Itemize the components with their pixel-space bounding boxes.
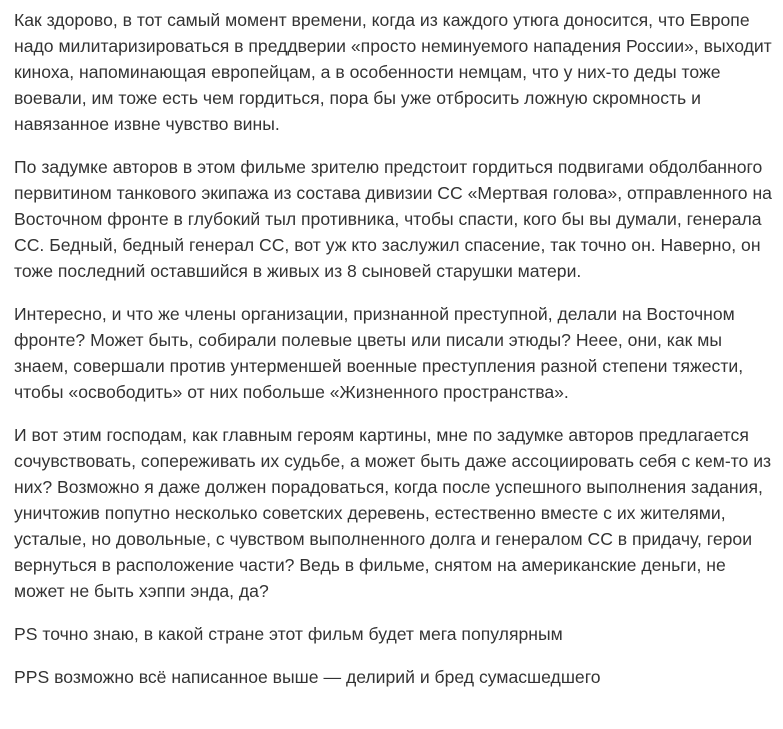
paragraph-question: Интересно, и что же члены организации, признанной преступной, делали на Восточном фронте? Может быть, собирали полевые цветы или писали этюды? Неее, они, как мы знаем, совершали против унтерменшей военные преступления разной степени тяжести, чтобы «освободить» от них побольше «Жизненного пространства». <box>14 304 744 402</box>
paragraph-pps: PPS возможно всё написанное выше — делирий и бред сумасшедшего <box>14 667 601 687</box>
paragraph-ps: PS точно знаю, в какой стране этот фильм будет мега популярным <box>14 624 563 644</box>
post-body <box>14 7 776 707</box>
paragraph-plot: По задумке авторов в этом фильме зрителю предстоит гордиться подвигами обдолбанного первитином танкового экипажа из состава дивизии СС «Мертвая голова», отправленного на Восточном фронте в глубокий тыл противника, чтобы спасти, кого бы вы думали, генерала СС. Бедный, бедный генерал СС, вот уж кто заслужил спасение, так точно он. Наверно, он тоже последний оставшийся в живых из 8 сыновей старушки матери. <box>14 157 772 281</box>
paragraph-intro: Как здорово, в тот самый момент времени, когда из каждого утюга доносится, что Европе надо милитаризироваться в преддверии «просто неминуемого нападения России», выходит киноха, напоминающая европейцам, а в особенности немцам, что у них-то деды тоже воевали, им тоже есть чем гордиться, пора бы уже отбросить ложную скромность и навязанное извне чувство вины. <box>14 10 772 134</box>
paragraph-heroes: И вот этим господам, как главным героям картины, мне по задумке авторов предлагается сочувствовать, сопереживать их судьбе, а может быть даже ассоциировать себя с кем-то из них? Возможно я даже должен порадоваться, когда после успешного выполнения задания, уничтожив попутно несколько советских деревень, естественно вместе с их жителями, усталые, но довольные, с чувством выполненного долга и генералом СС в придачу, герои вернуться в расположение части? Ведь в фильме, снятом на американские деньги, не может не быть хэппи энда, да? <box>14 425 772 601</box>
